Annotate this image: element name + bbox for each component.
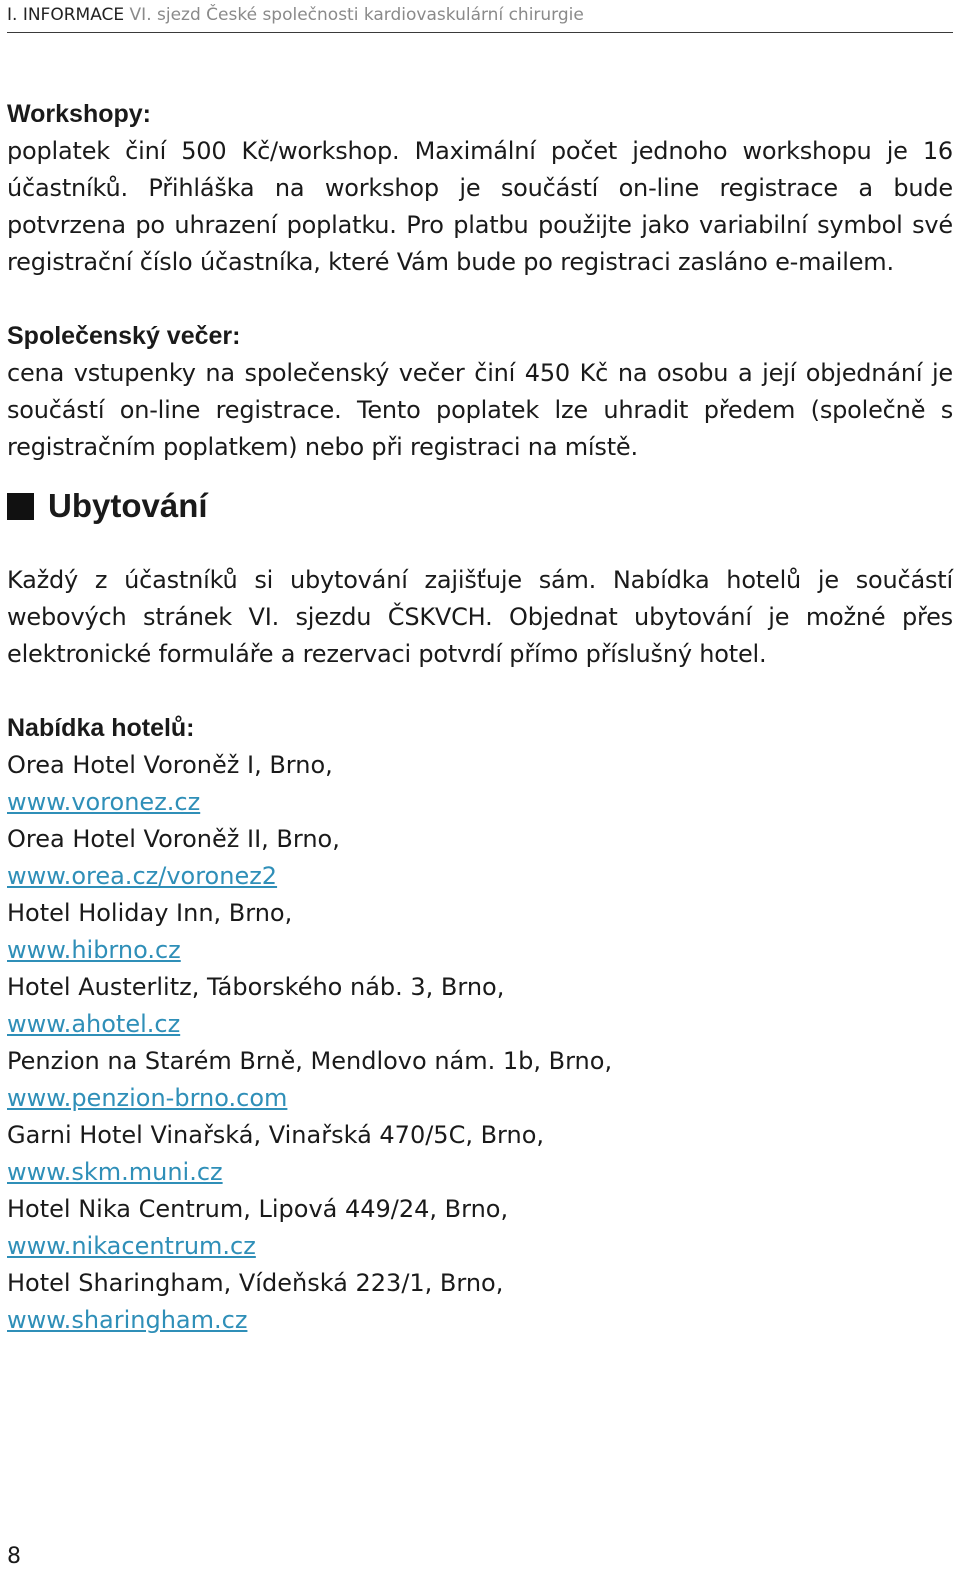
- hotel-link[interactable]: www.skm.muni.cz: [7, 1158, 223, 1186]
- page-content: [7, 96, 953, 1339]
- social-evening-heading: Společenský večer:: [7, 322, 241, 350]
- page-number: 8: [7, 1544, 21, 1569]
- hotel-link[interactable]: www.ahotel.cz: [7, 1010, 181, 1038]
- workshops-text: poplatek činí 500 Kč/workshop. Maximální počet jednoho workshopu je 16 účastníků. Přihláška na workshop je součástí on-line registrace a bude potvrzena po uhrazení poplatku. Pro platbu použijte jako variabilní symbol své registrační číslo účastníka, které Vám bude po registraci zasláno e-mailem.: [7, 137, 953, 276]
- hotel-link[interactable]: www.voronez.cz: [7, 788, 201, 816]
- hotel-name: Hotel Austerlitz, Táborského náb. 3, Brno,: [7, 973, 505, 1001]
- header-event-title: VI. sjezd České společnosti kardiovaskulární chirurgie: [129, 5, 584, 25]
- hotel-name: Penzion na Starém Brně, Mendlovo nám. 1b, Brno,: [7, 1047, 613, 1075]
- hotel-name: Hotel Sharingham, Vídeňská 223/1, Brno,: [7, 1269, 504, 1297]
- hotel-list: [7, 747, 953, 1339]
- header-chapter: I. INFORMACE: [7, 5, 125, 25]
- hotel-link[interactable]: www.orea.cz/voronez2: [7, 862, 278, 890]
- running-header: [7, 2, 953, 33]
- hotel-link[interactable]: www.sharingham.cz: [7, 1306, 248, 1334]
- hotel-name: Hotel Nika Centrum, Lipová 449/24, Brno,: [7, 1195, 509, 1223]
- accommodation-heading-text: Ubytování: [48, 487, 208, 524]
- hotel-name: Hotel Holiday Inn, Brno,: [7, 899, 293, 927]
- accommodation-heading: [7, 486, 953, 526]
- hotel-link[interactable]: www.penzion-brno.com: [7, 1084, 288, 1112]
- social-evening-text: cena vstupenky na společenský večer činí 450 Kč na osobu a její objednání je součástí on-line registrace. Tento poplatek lze uhradit předem (společně s registračním poplatkem) nebo při registraci na místě.: [7, 359, 953, 461]
- square-bullet-icon: [7, 493, 34, 520]
- hotels-heading: Nabídka hotelů:: [7, 714, 195, 742]
- workshops-heading: Workshopy:: [7, 100, 151, 128]
- hotel-link[interactable]: www.hibrno.cz: [7, 936, 181, 964]
- hotel-link[interactable]: www.nikacentrum.cz: [7, 1232, 256, 1260]
- accommodation-text: Každý z účastníků si ubytování zajišťuje sám. Nabídka hotelů je součástí webových stránek VI. sjezdu ČSKVCH. Objednat ubytování je možné přes elektronické formuláře a rezervaci potvrdí přímo příslušný hotel.: [7, 566, 953, 668]
- hotel-name: Orea Hotel Voroněž II, Brno,: [7, 825, 340, 853]
- hotel-name: Garni Hotel Vinařská, Vinařská 470/5C, Brno,: [7, 1121, 545, 1149]
- hotel-name: Orea Hotel Voroněž I, Brno,: [7, 751, 333, 779]
